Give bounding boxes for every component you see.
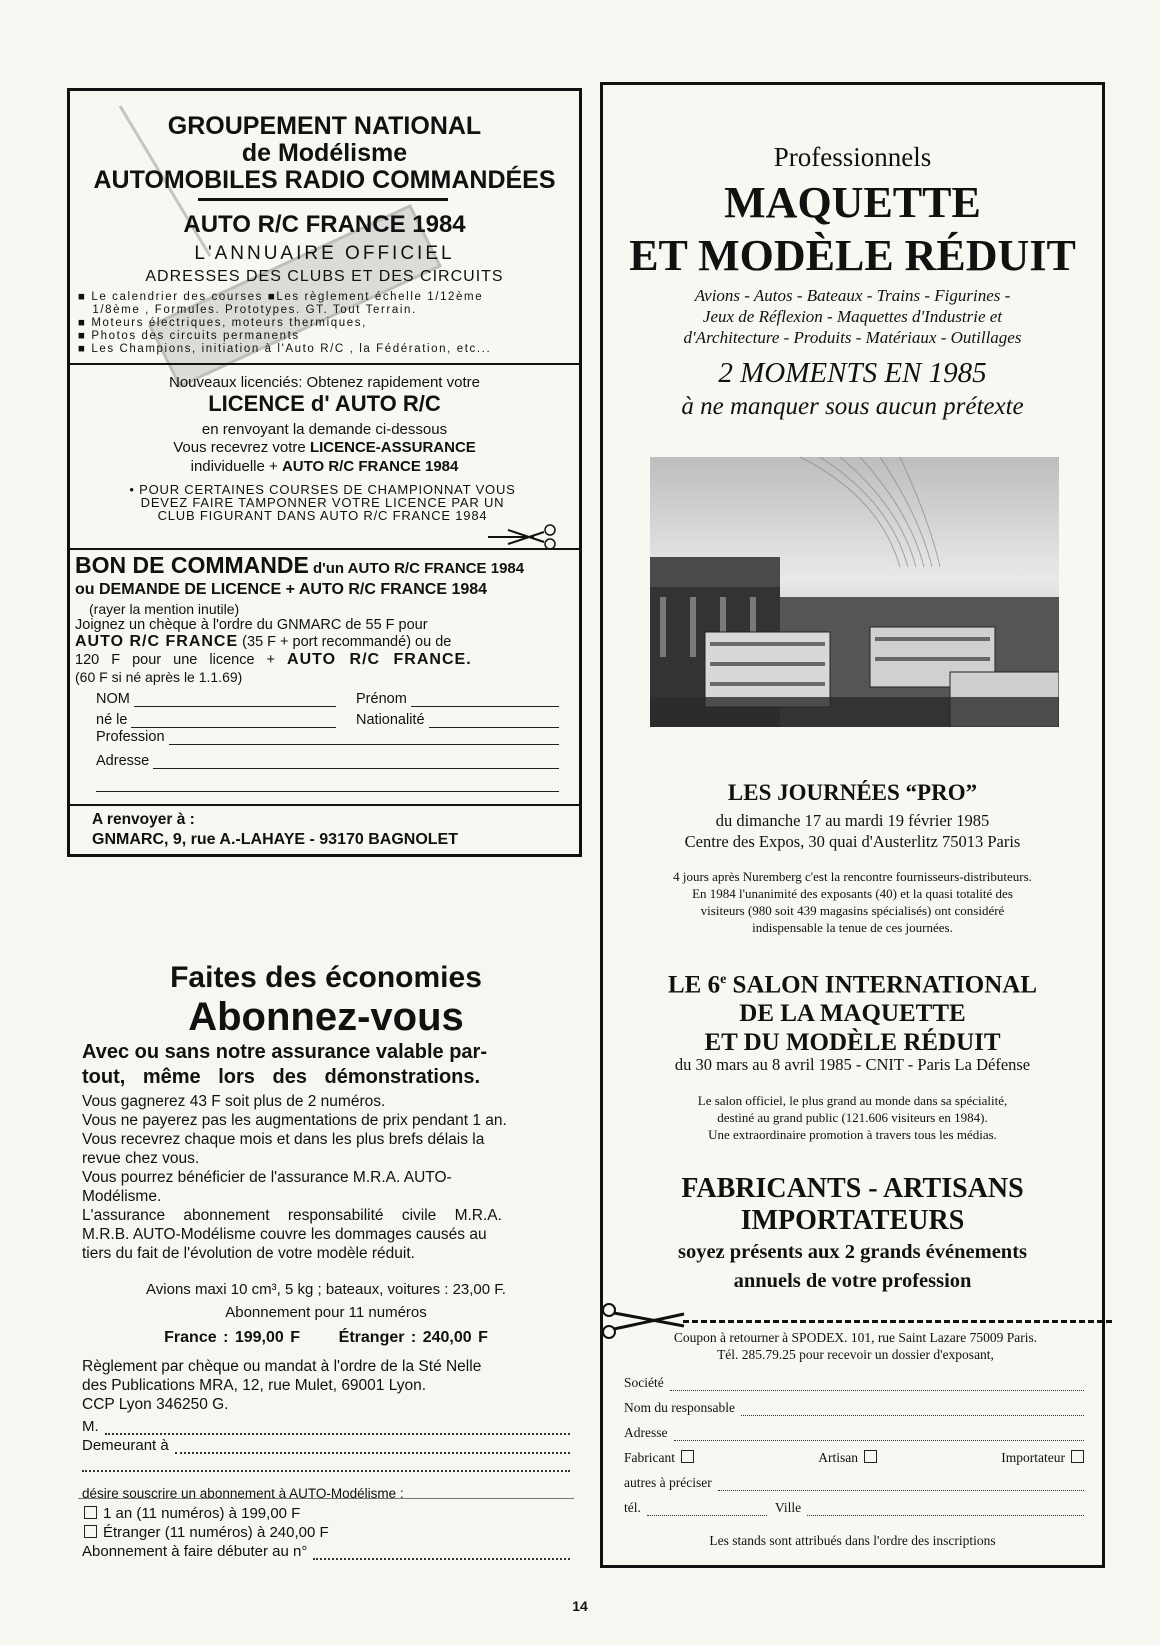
maquette-heading: MAQUETTE: [724, 178, 981, 227]
fabricant-option[interactable]: Fabricant: [624, 1450, 694, 1466]
ne-le-label: né le: [96, 712, 128, 728]
championnat-note: • POUR CERTAINES COURSES DE CHAMPIONNAT VOUS DEVEZ FAIRE TAMPONNER VOTRE LICENCE PAR UN CLUB FIGURANT DANS AUTO R/C FRANCE 1984: [129, 482, 516, 523]
renvoyant: en renvoyant la demande ci-dessous: [201, 421, 448, 438]
gnmarc-advert: [67, 88, 582, 857]
price-france: France : 199,00 F: [164, 1329, 300, 1346]
societe-label: Société: [624, 1375, 664, 1390]
identity-fields: [96, 691, 559, 792]
list-item: ■ Le calendrier des courses ■Les règlement échelle 1/12ème: [78, 291, 484, 303]
abonnez-heading: Abonnez-vous: [188, 995, 464, 1039]
scissors-icon: [488, 524, 558, 550]
pretexte: à ne manquer sous aucun prétexte: [681, 393, 1024, 420]
salon-heading: [603, 965, 1102, 1057]
annuaire-title: AUTO R/C FRANCE 1984: [183, 211, 466, 238]
renvoyer-label: A renvoyer à :: [92, 811, 195, 828]
gnmarc-title-3: AUTOMOBILES RADIO COMMANDÉES: [93, 166, 556, 194]
annuels: annuels de votre profession: [733, 1270, 972, 1292]
reglement-text: Règlement par chèque ou mandat à l'ordre de la Sté Nelle des Publications MRA, 12, rue Mulet, 69001 Lyon. CCP Lyon 346250 G.: [82, 1358, 482, 1413]
annuaire-subtitle: L'ANNUAIRE OFFICIEL: [194, 243, 455, 264]
prenom-label: Prénom: [356, 691, 407, 707]
salon-date: du 30 mars au 8 avril 1985 - CNIT - Paris La Défense: [674, 1055, 1031, 1074]
option-2-checkbox[interactable]: [84, 1525, 97, 1538]
journees-heading: LES JOURNÉES “PRO”: [727, 780, 978, 805]
gnmarc-title-1: GROUPEMENT NATIONAL: [167, 112, 482, 140]
page-number: 14: [572, 1598, 588, 1614]
licence-price: 120 F pour une licence + AUTO R/C FRANCE.: [75, 651, 472, 668]
modele-reduit-heading: ET MODÈLE RÉDUIT: [629, 231, 1076, 280]
importateur-checkbox[interactable]: [1071, 1450, 1084, 1463]
rayer: (rayer la mention inutile): [89, 601, 240, 617]
nom-responsable-label: Nom du responsable: [624, 1400, 735, 1415]
nationalite-field[interactable]: [429, 713, 559, 728]
demeurant-label: Demeurant à: [82, 1437, 169, 1454]
ne-apres: (60 F si né après le 1.1.69): [75, 669, 243, 685]
demeurant-field[interactable]: [175, 1438, 570, 1454]
importateur-option[interactable]: Importateur: [1001, 1450, 1084, 1466]
nom-responsable-field[interactable]: [741, 1401, 1084, 1416]
autorc-price: AUTO R/C FRANCE (35 F + port recommandé) ou de: [75, 633, 452, 650]
individuelle: individuelle + AUTO R/C FRANCE 1984: [190, 458, 459, 475]
adresse-field-2[interactable]: [96, 777, 559, 792]
fabricants-heading: FABRICANTS - ARTISANS: [681, 1173, 1024, 1204]
ville-field[interactable]: [807, 1501, 1084, 1516]
artisan-option[interactable]: Artisan: [818, 1450, 877, 1466]
moments-heading: 2 MOMENTS EN 1985: [718, 357, 987, 389]
artisan-checkbox[interactable]: [864, 1450, 877, 1463]
salon-line-2: DE LA MAQUETTE: [739, 1000, 966, 1028]
licence-heading: LICENCE d' AUTO R/C: [208, 391, 441, 416]
m-label: M.: [82, 1418, 99, 1435]
debuter-field[interactable]: [313, 1544, 570, 1560]
salon-line-1: LE 6e SALON INTERNATIONAL: [667, 971, 1038, 999]
adresse-label: Adresse: [624, 1425, 668, 1440]
joignez: Joignez un chèque à l'ordre du GNMARC de 55 F pour: [75, 617, 428, 633]
spodex-advert: [600, 82, 1105, 1568]
option-1[interactable]: 1 an (11 numéros) à 199,00 F: [82, 1505, 570, 1522]
societe-field[interactable]: [670, 1376, 1084, 1391]
salon-line-3: ET DU MODÈLE RÉDUIT: [704, 1029, 1001, 1057]
demande-licence: ou DEMANDE DE LICENCE + AUTO R/C FRANCE 1984: [75, 581, 488, 598]
nuremberg-text: 4 jours après Nuremberg c'est la rencontre fournisseurs-distributeurs. En 1984 l'unanimité des exposants (40) et la quasi totalité des visiteurs (980 soit 439 magasins spécialisés) ont considéré indispensable la tenue de ces journées.: [673, 869, 1032, 935]
economies-heading: Faites des économies: [170, 961, 482, 994]
cut-line: [683, 1320, 1112, 1323]
divider: [70, 804, 579, 806]
autres-label: autres à préciser: [624, 1475, 712, 1490]
prices: [82, 1329, 570, 1347]
benefits-text: Vous gagnerez 43 F soit plus de 2 numéros. Vous ne payerez pas les augmentations de prix pendant 1 an. Vous recevrez chaque mois et dans les plus brefs délais la revue chez vous. Vous pourrez bénéficier de l'assurance M.R.A. AUTO- Modélisme. L'assurance abonnement responsabilité civile M.R.A. M.R.B. AUTO-Modélisme couvre les dommages causés au tiers du fait de l'évolution de votre modèle réduit.: [82, 1093, 507, 1262]
tel-label: tél.: [624, 1500, 641, 1515]
subscription-section: [82, 960, 570, 1560]
order-form: BON DE COMMANDE d'un AUTO R/C FRANCE 1984 ou DEMANDE DE LICENCE + AUTO R/C FRANCE 1984 (rayer la mention inutile) Joignez un chèque à l'ordre du GNMARC de 55 F pour AUTO R/C FRANCE (35 F + port recommandé) ou de 120 F pour une licence + AUTO R/C FRANCE. (60 F si né après le 1.1.69): [75, 552, 571, 685]
abonnement-11: Abonnement pour 11 numéros: [225, 1304, 427, 1321]
option-2[interactable]: Étranger (11 numéros) à 240,00 F: [82, 1524, 570, 1541]
debuter-label: Abonnement à faire débuter au n°: [82, 1543, 308, 1560]
exhibition-hall-photo: [650, 457, 1059, 727]
nom-field[interactable]: [134, 692, 336, 707]
list-item: ■ Photos des circuits permanents: [78, 330, 300, 342]
divider: [198, 198, 448, 201]
autres-field[interactable]: [718, 1476, 1084, 1491]
adresse-field[interactable]: [153, 754, 559, 769]
divider: [70, 363, 579, 365]
ville-label: Ville: [774, 1500, 802, 1515]
bon-commande: BON DE COMMANDE: [75, 552, 309, 578]
cut-line: [70, 548, 579, 550]
list-item: ■ Moteurs électriques, moteurs thermiques,: [78, 317, 367, 329]
adresse-field[interactable]: [674, 1426, 1085, 1441]
gnmarc-address: GNMARC, 9, rue A.-LAHAYE - 93170 BAGNOLET: [92, 831, 458, 848]
categories: Avions - Autos - Bateaux - Trains - Figurines - Jeux de Réflexion - Maquettes d'Industrie et d'Architecture - Produits - Matériaux - Outillages: [683, 286, 1022, 347]
journees-date: du dimanche 17 au mardi 19 février 1985: [715, 811, 990, 830]
ne-le-field[interactable]: [131, 713, 336, 728]
price-etranger: Étranger : 240,00 F: [338, 1329, 488, 1346]
prenom-field[interactable]: [411, 692, 559, 707]
soyez-presents: soyez présents aux 2 grands événements: [677, 1241, 1028, 1263]
coupon-form: [624, 1375, 1084, 1516]
avions-tarif: Avions maxi 10 cm³, 5 kg ; bateaux, voitures : 23,00 F.: [146, 1281, 506, 1298]
tel-field[interactable]: [647, 1501, 767, 1516]
adresses-heading: ADRESSES DES CLUBS ET DES CIRCUITS: [145, 268, 504, 285]
profession-field[interactable]: [169, 730, 559, 745]
salon-info: Le salon officiel, le plus grand au monde dans sa spécialité, destiné au grand public (121.606 visiteurs en 1984). Une extraordinaire promotion à travers tous les médias.: [697, 1093, 1008, 1142]
recevrez: Vous recevrez votre LICENCE-ASSURANCE: [173, 439, 476, 456]
nouveaux-licencies: Nouveaux licenciés: Obtenez rapidement votre: [168, 374, 480, 391]
list-item: ■ Les Champions, initiation à l'Auto R/C , la Fédération, etc...: [78, 343, 492, 355]
contents-list: [78, 291, 575, 356]
nom-label: NOM: [96, 691, 130, 707]
fabricant-checkbox[interactable]: [681, 1450, 694, 1463]
importateurs-heading: IMPORTATEURS: [740, 1205, 965, 1236]
option-1-checkbox[interactable]: [84, 1506, 97, 1519]
assurance-text: Avec ou sans notre assurance valable par- tout, même lors des démonstrations.: [82, 1041, 487, 1088]
professionnels: Professionnels: [773, 142, 932, 172]
desire-text: désire souscrire un abonnement à AUTO-Modélisme :: [82, 1486, 404, 1501]
profession-label: Profession: [96, 729, 165, 745]
coupon-text: Coupon à retourner à SPODEX. 101, rue Saint Lazare 75009 Paris. Tél. 285.79.25 pour recevoir un dossier d'exposant,: [673, 1330, 1038, 1362]
adresse-label: Adresse: [96, 753, 150, 769]
journees-place: Centre des Expos, 30 quai d'Austerlitz 75013 Paris: [684, 832, 1021, 851]
stands-note: Les stands sont attribués dans l'ordre des inscriptions: [709, 1533, 996, 1548]
list-item: 1/8ème , Formules. Prototypes. GT. Tout Terrain.: [92, 304, 417, 316]
demeurant-field-2[interactable]: [82, 1456, 570, 1472]
divider: [78, 1498, 574, 1499]
gnmarc-title-2: de Modélisme: [241, 139, 408, 167]
nationalite-label: Nationalité: [356, 712, 425, 728]
name-field[interactable]: [105, 1419, 570, 1435]
